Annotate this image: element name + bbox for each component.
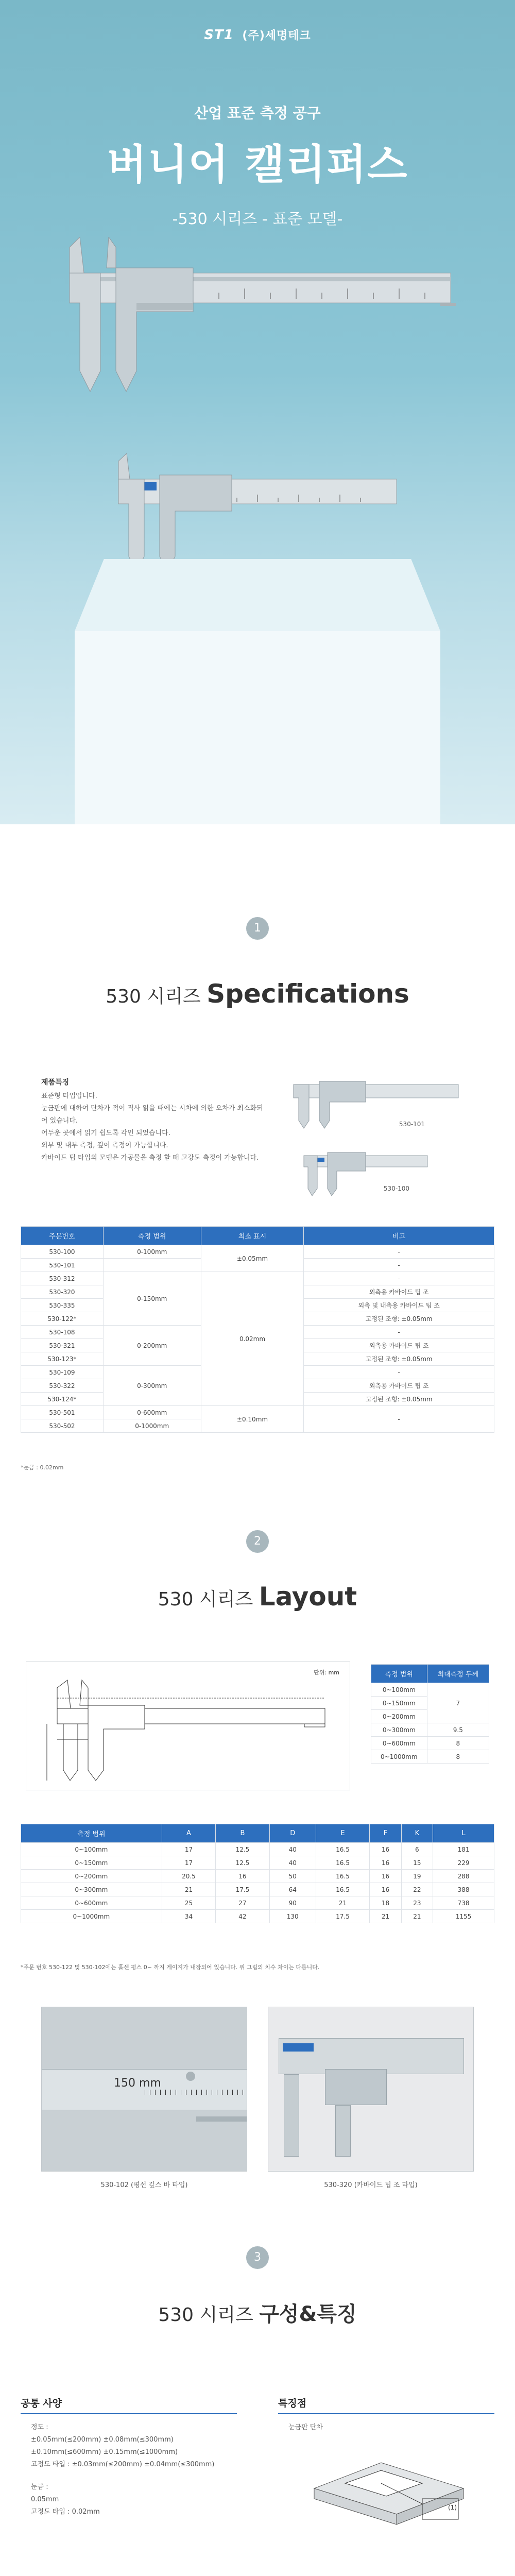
order-code: 530-108: [21, 1326, 104, 1339]
table-row: [371, 1737, 489, 1750]
cell: 0~150mm: [371, 1697, 427, 1710]
section-title-prefix: 530 시리즈: [158, 1589, 253, 1610]
section-title-prefix: 530 시리즈: [158, 2304, 253, 2326]
order-code: 530-101: [21, 1259, 104, 1272]
section-title-main: 구성&특징: [259, 2302, 357, 2326]
cell: 0~1000mm: [371, 1750, 427, 1764]
photo-caption: 530-102 (평선 깊스 바 타입): [100, 2181, 188, 2189]
dimension-cell: 17: [162, 1856, 215, 1870]
note-cell: 외측용 카바이드 팁 조: [304, 1285, 494, 1299]
range-cell: 0-300mm: [103, 1366, 201, 1406]
order-code: 530-109: [21, 1366, 104, 1379]
step-label: (1): [448, 2504, 457, 2511]
table-header: D: [269, 1824, 316, 1843]
feature-list: [41, 1077, 268, 1164]
dimension-cell: 22: [401, 1883, 433, 1896]
dimension-cell: 40: [269, 1856, 316, 1870]
note-cell: -: [304, 1406, 494, 1433]
table-row: [371, 1683, 489, 1697]
feature-heading: 제품특징: [41, 1078, 70, 1087]
order-code: 530-100: [21, 1245, 104, 1259]
range-cell: 0~1000mm: [21, 1910, 162, 1923]
range-cell: 0-600mm: [103, 1406, 201, 1419]
caliper-image-large: [59, 237, 461, 433]
product-pedestal: [75, 559, 440, 824]
order-code: 530-335: [21, 1299, 104, 1312]
dimension-cell: 34: [162, 1910, 215, 1923]
table-row: [21, 1406, 494, 1419]
dimension-cell: 42: [216, 1910, 269, 1923]
table-row: [21, 1870, 494, 1883]
order-code: 530-322: [21, 1379, 104, 1393]
table-row: [21, 1245, 494, 1259]
unit-label: 단위: mm: [314, 1669, 339, 1676]
note-cell: -: [304, 1326, 494, 1339]
note-cell: -: [304, 1245, 494, 1259]
table-header: 측정 범위: [21, 1824, 162, 1843]
spec-header: 최소 표시: [201, 1227, 304, 1245]
cell: 7: [427, 1683, 489, 1723]
dimension-cell: 16: [216, 1870, 269, 1883]
note-cell: 고정된 조형: ±0.05mm: [304, 1393, 494, 1406]
dimension-note: *주문 번호 530-122 및 530-102에는 홀센 평스 0~ 까지 게이지가 내장되어 있습니다. 위 그림의 치수 차이는 다릅니다.: [21, 1964, 320, 1971]
dimension-cell: 16.5: [316, 1870, 369, 1883]
dimension-cell: 16: [370, 1843, 401, 1856]
range-cell: 0~300mm: [21, 1883, 162, 1896]
hero-subtitle: 산업 표준 측정 공구: [194, 105, 321, 122]
photo-label: 530-101: [399, 1121, 425, 1128]
feature-spec-heading: 특징점: [278, 2398, 307, 2409]
table-row: [21, 1856, 494, 1870]
spec-line: ±0.05mm(≤200mm) ±0.08mm(≤300mm): [31, 2436, 174, 2444]
section-title-main: Specifications: [207, 979, 409, 1009]
dimension-cell: 16: [370, 1883, 401, 1896]
range-cell: 0~150mm: [21, 1856, 162, 1870]
note-cell: -: [304, 1259, 494, 1272]
dimension-cell: 130: [269, 1910, 316, 1923]
range-cell: 0~100mm: [21, 1843, 162, 1856]
dimension-cell: 738: [433, 1896, 494, 1910]
feature-item: 표준형 타입입니다.: [41, 1092, 97, 1100]
table-row: [371, 1750, 489, 1764]
common-spec-list: [31, 2421, 247, 2518]
note-cell: 외측용 카바이드 팁 조: [304, 1379, 494, 1393]
dimension-cell: 21: [401, 1910, 433, 1923]
dimension-cell: 16: [370, 1870, 401, 1883]
spec-line: 고정도 타입 : 0.02mm: [31, 2508, 100, 2516]
spec-table: [21, 1226, 494, 1433]
range-cell: 0-1000mm: [103, 1419, 201, 1433]
range-cell: 0-200mm: [103, 1326, 201, 1366]
dimension-cell: 25: [162, 1896, 215, 1910]
dimension-cell: 21: [162, 1883, 215, 1896]
dimension-cell: 6: [401, 1843, 433, 1856]
step-diagram: [304, 2442, 474, 2545]
hero-title: 버니어 캘리퍼스: [107, 141, 408, 189]
dimension-cell: 19: [401, 1870, 433, 1883]
spec-line: 정도 :: [31, 2424, 48, 2431]
hero-banner: [0, 0, 515, 824]
order-code: 530-123*: [21, 1352, 104, 1366]
brand-logo: [0, 27, 515, 43]
section-title-prefix: 530 시리즈: [106, 986, 201, 1007]
photo-label: 530-100: [383, 1185, 410, 1192]
dimension-cell: 21: [316, 1896, 369, 1910]
section-specifications: [0, 824, 515, 1520]
accuracy-cell: ±0.05mm: [201, 1245, 304, 1272]
dimension-cell: 90: [269, 1896, 316, 1910]
dimension-cell: 18: [370, 1896, 401, 1910]
section-number-badge: 1: [246, 917, 269, 940]
common-spec-heading: 공통 사양: [21, 2398, 62, 2409]
note-cell: -: [304, 1272, 494, 1285]
table-row: [21, 1910, 494, 1923]
dimension-cell: 64: [269, 1883, 316, 1896]
dimension-cell: 12.5: [216, 1856, 269, 1870]
spec-header: 측정 범위: [103, 1227, 201, 1245]
divider: [278, 2413, 494, 2414]
range-cell: 0~600mm: [21, 1896, 162, 1910]
order-code: 530-501: [21, 1406, 104, 1419]
hero-model: -530 시리즈 - 표준 모델-: [172, 210, 343, 228]
photo-caption: 530-320 (카바이드 팁 조 타입): [324, 2181, 418, 2189]
section-layout: [0, 1520, 515, 2190]
spec-line: 0.05mm: [31, 2496, 59, 2503]
table-header: A: [162, 1824, 215, 1843]
cell: 8: [427, 1737, 489, 1750]
caliper-image-spec-1: [288, 1069, 464, 1131]
divider: [21, 2413, 237, 2414]
spec-line: ±0.10mm(≤600mm) ±0.15mm(≤1000mm): [31, 2448, 178, 2456]
range-cell: 0~200mm: [21, 1870, 162, 1883]
table-row: [21, 1843, 494, 1856]
dimension-cell: 16: [370, 1856, 401, 1870]
dimension-cell: 20.5: [162, 1870, 215, 1883]
note-cell: 고정된 조형: ±0.05mm: [304, 1312, 494, 1326]
accuracy-cell: ±0.10mm: [201, 1406, 304, 1433]
section-features: [0, 2190, 515, 2576]
cell: 9.5: [427, 1723, 489, 1737]
cell: 0~600mm: [371, 1737, 427, 1750]
dimension-cell: 17.5: [216, 1883, 269, 1896]
feature-spec-line: 눈금판 단차: [288, 2424, 323, 2431]
range-cell: 0-150mm: [103, 1272, 201, 1326]
brand-name: (주)세명테크: [242, 29, 311, 42]
brand-mark: ST1: [204, 27, 234, 43]
section-title-main: Layout: [259, 1582, 357, 1612]
note-cell: 외측 및 내측용 카바이드 팁 조: [304, 1299, 494, 1312]
dimension-cell: 229: [433, 1856, 494, 1870]
cell: 0~300mm: [371, 1723, 427, 1737]
note-cell: 외측용 카바이드 팁 조: [304, 1339, 494, 1352]
dimension-cell: 388: [433, 1883, 494, 1896]
dimension-cell: 40: [269, 1843, 316, 1856]
table-row: [371, 1723, 489, 1737]
table-header: E: [316, 1824, 369, 1843]
range-cell: 0-100mm: [103, 1245, 201, 1259]
section-number-badge: 3: [246, 2246, 269, 2269]
feature-item: 카바이드 팁 타입의 모델은 가공물을 측정 할 때 고강도 측정이 가능합니다.: [41, 1154, 259, 1162]
order-code: 530-124*: [21, 1393, 104, 1406]
table-header: L: [433, 1824, 494, 1843]
table-row: [21, 1896, 494, 1910]
order-code: 530-312: [21, 1272, 104, 1285]
feature-item: 외부 및 내부 측정, 깊이 측정이 가능합니다.: [41, 1142, 168, 1149]
dimension-cell: 12.5: [216, 1843, 269, 1856]
dimension-cell: 50: [269, 1870, 316, 1883]
cell: 8: [427, 1750, 489, 1764]
dimension-cell: 27: [216, 1896, 269, 1910]
table-header: B: [216, 1824, 269, 1843]
order-code: 530-321: [21, 1339, 104, 1352]
layout-drawing-frame: [26, 1662, 350, 1790]
table-row: [21, 1272, 494, 1285]
spec-header: 비고: [304, 1227, 494, 1245]
product-photo-carbide: [268, 2007, 474, 2172]
section-title: [0, 2298, 515, 2327]
cell: 0~100mm: [371, 1683, 427, 1697]
section-title: [0, 1582, 515, 1612]
thickness-table: [371, 1664, 489, 1764]
section-title: [0, 979, 515, 1009]
section-number-badge: 2: [246, 1530, 269, 1553]
dimension-cell: 288: [433, 1870, 494, 1883]
product-photo-depth-bar: 150 mm: [41, 2007, 247, 2172]
resolution-cell: 0.02mm: [201, 1272, 304, 1406]
feature-item: 눈금판에 대하여 단차가 적어 직사 읽을 때에는 시차에 의한 오차가 최소화되어 있습니다.: [41, 1105, 263, 1125]
table-row: [21, 1883, 494, 1896]
spec-line: 고정도 타입 : ±0.03mm(≤200mm) ±0.04mm(≤300mm): [31, 2461, 215, 2468]
order-code: 530-122*: [21, 1312, 104, 1326]
dimension-cell: 17: [162, 1843, 215, 1856]
note-cell: -: [304, 1366, 494, 1379]
spec-header: 주문번호: [21, 1227, 104, 1245]
dimension-cell: 17.5: [316, 1910, 369, 1923]
dimension-cell: 23: [401, 1896, 433, 1910]
dimension-cell: 21: [370, 1910, 401, 1923]
table-header: K: [401, 1824, 433, 1843]
table-footnote: *눈금 : 0.02mm: [21, 1464, 64, 1471]
order-code: 530-502: [21, 1419, 104, 1433]
order-code: 530-320: [21, 1285, 104, 1299]
dimension-cell: 15: [401, 1856, 433, 1870]
dimension-table: [21, 1824, 494, 1923]
spec-line: 눈금 :: [31, 2483, 48, 2491]
dimension-cell: 181: [433, 1843, 494, 1856]
dimension-cell: 16.5: [316, 1843, 369, 1856]
feature-item: 어두운 곳에서 읽기 쉽도록 각인 되었습니다.: [41, 1129, 170, 1137]
note-cell: 고정된 조형: ±0.05mm: [304, 1352, 494, 1366]
table-header: 최대측정 두께: [427, 1665, 489, 1683]
dimension-cell: 16.5: [316, 1856, 369, 1870]
layout-drawing: [37, 1677, 340, 1786]
table-header: 측정 범위: [371, 1665, 427, 1683]
cell: 0~200mm: [371, 1710, 427, 1723]
table-header: F: [370, 1824, 401, 1843]
dimension-cell: 1155: [433, 1910, 494, 1923]
dimension-cell: 16.5: [316, 1883, 369, 1896]
